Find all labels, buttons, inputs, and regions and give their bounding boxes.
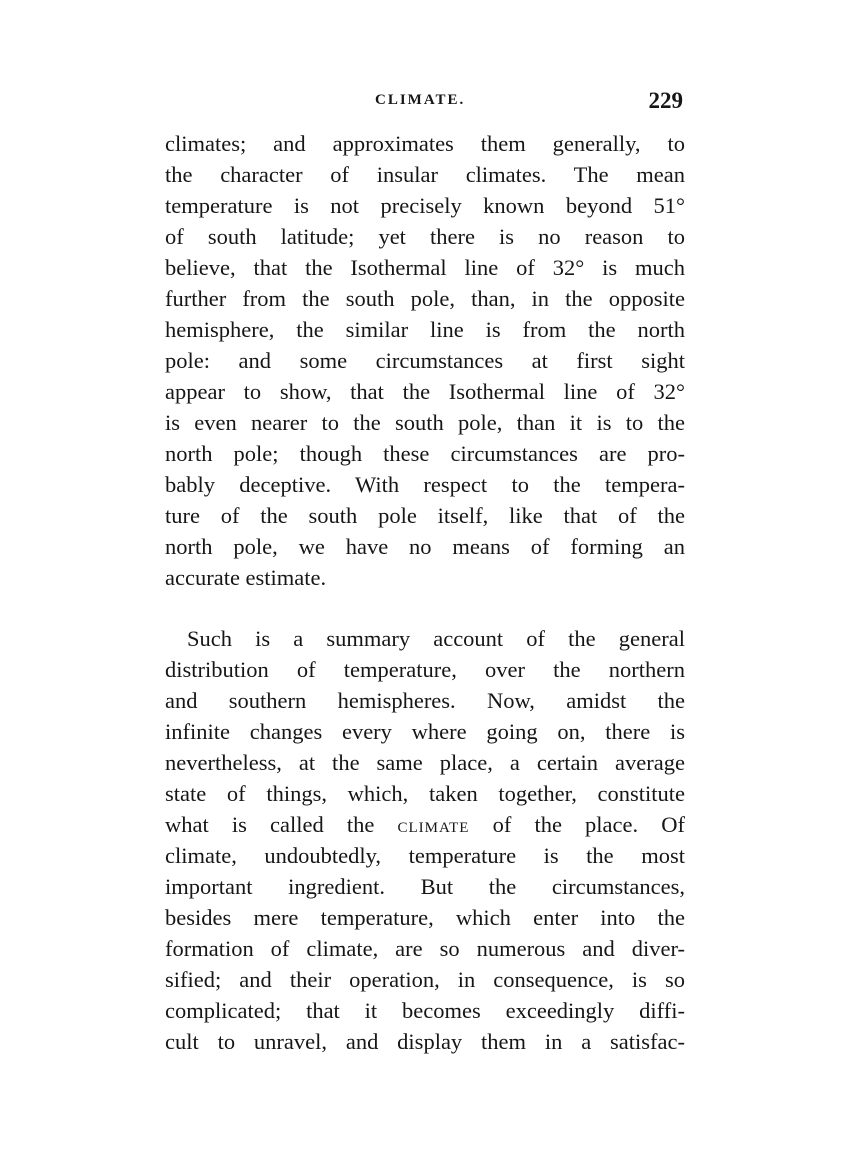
text-line: state of things, which, taken together, constitute [165,781,685,806]
text-line: formation of climate, are so numerous and diver- [165,936,685,961]
text-line: of south latitude; yet there is no reason to [165,224,685,249]
text-line: besides mere temperature, which enter into the [165,905,685,930]
text-line: sified; and their operation, in consequence, is so [165,967,685,992]
text-line: temperature is not precisely known beyond 51° [165,193,685,218]
paragraph-1 [165,128,685,593]
text-line: cult to unravel, and display them in a satisfac- [165,1029,685,1054]
text-line: pole: and some circumstances at first sight [165,348,685,373]
text-line: complicated; that it becomes exceedingly diffi- [165,998,685,1023]
text-line: is even nearer to the south pole, than it is to the [165,410,685,435]
text-line: hemisphere, the similar line is from the north [165,317,685,342]
text-line: nevertheless, at the same place, a certain average [165,750,685,775]
text-line: Such is a summary account of the general [187,626,685,651]
text-line: important ingredient. But the circumstances, [165,874,685,899]
text-line: climate, undoubtedly, temperature is the most [165,843,685,868]
text-line-with-smallcaps [165,809,685,840]
text-line: north pole, we have no means of forming an [165,534,685,559]
text-line: bably deceptive. With respect to the tempera- [165,472,685,497]
text-line: infinite changes every where going on, there is [165,719,685,744]
text-line: accurate estimate. [165,565,327,590]
text-fragment: of the place. Of [469,812,686,837]
text-line: ture of the south pole itself, like that of the [165,503,685,528]
running-head [165,88,685,118]
text-line: appear to show, that the Isothermal line of 32° [165,379,685,404]
text-line: north pole; though these circumstances are pro- [165,441,685,466]
running-title: CLIMATE. [375,92,466,108]
page-number: 229 [648,88,683,113]
text-fragment: what is called the [165,812,375,837]
text-line: distribution of temperature, over the northern [165,657,685,682]
paragraph-2 [165,623,685,1057]
text-line: and southern hemispheres. Now, amidst the [165,688,685,713]
text-line: the character of insular climates. The mean [165,162,685,187]
smallcaps-term: CLIMATE [397,820,470,836]
paragraph-gap [165,593,685,623]
text-line: climates; and approximates them generally, to [165,131,685,156]
text-line: further from the south pole, than, in the opposite [165,286,685,311]
text-line: believe, that the Isothermal line of 32° is much [165,255,685,280]
body-text [165,128,685,1057]
